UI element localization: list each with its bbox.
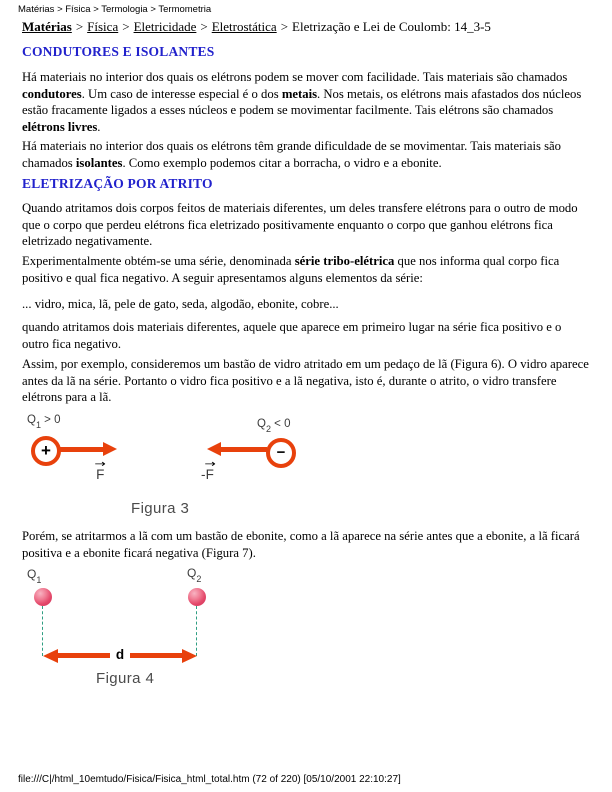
charge-q2-label — [187, 566, 202, 585]
breadcrumb-link-materias[interactable]: Matérias — [22, 19, 72, 34]
arrow-shaft — [58, 653, 110, 658]
breadcrumb-separator: > — [75, 19, 84, 34]
negative-charge-circle — [266, 438, 296, 468]
text-run: . Nos metais, os elétrons mais afastados dos núcleos estão fracamente ligados a esses núcleos e podem se movimentar facilmente. Tais elétrons são chamados — [22, 86, 582, 118]
subscript: 2 — [265, 424, 271, 435]
paragraph-vidro-la — [22, 356, 589, 406]
subscript: 1 — [36, 575, 42, 586]
paragraph-condutores — [22, 69, 589, 135]
page-footer: file:///C|/html_10emtudo/Fisica/Fisica_html_total.htm (72 of 220) [05/10/2001 22:10:27] — [18, 774, 401, 785]
text-run: . — [97, 119, 101, 134]
vector-arrow-icon: → — [94, 459, 106, 470]
text-run-bold: isolantes — [75, 155, 123, 170]
paragraph-serie-elementos — [22, 296, 589, 313]
text-run-bold: metais — [281, 86, 318, 101]
text-run: Q — [27, 414, 36, 426]
text-run: Há materiais no interior dos quais os elétrons podem se mover com facilidade. Tais materiais são chamados — [22, 70, 568, 84]
paragraph-ebonite — [22, 528, 589, 561]
plus-icon: + — [41, 441, 51, 460]
force-symbol: F — [205, 467, 214, 482]
negative-force-vector-label — [201, 461, 214, 481]
text-run: Q — [257, 418, 266, 430]
breadcrumb-separator: > — [122, 19, 130, 34]
text-run: quando atritamos dois materiais diferentes, aquele que aparece em primeiro lugar na série fica positivo e o outro fica negativo. — [22, 320, 562, 351]
text-run: Q — [27, 567, 37, 581]
charge-q1-label — [27, 414, 61, 431]
arrow-shaft — [130, 653, 182, 658]
vector-arrow-icon: → — [204, 459, 216, 470]
breadcrumb-separator: > — [280, 19, 289, 34]
force-arrow-right-head — [103, 442, 117, 456]
breadcrumb-link-eletrostatica[interactable]: Eletrostática — [211, 19, 277, 34]
positive-charge-circle — [31, 436, 61, 466]
figure-4-caption: Figura 4 — [96, 670, 155, 687]
breadcrumb-current: Eletrização e Lei de Coulomb: 14_3-5 — [292, 19, 491, 34]
text-run: Quando atritamos dois corpos feitos de materiais diferentes, um deles transfere elétrons para o outro de modo que o corpo que perdeu elétrons fica eletrizado positivamente enquanto o corpo que ganhou elétrons fica eletrizado negativamente. — [22, 201, 578, 249]
text-run: < 0 — [270, 418, 291, 430]
minus-prefix: - — [201, 467, 206, 482]
minus-icon: − — [276, 444, 286, 461]
charge-ball-q2 — [188, 588, 206, 606]
section-heading-eletrizacao: ELETRIZAÇÃO POR ATRITO — [22, 176, 213, 191]
paragraph-isolantes — [22, 138, 589, 171]
paragraph-serie — [22, 253, 589, 286]
arrowhead-right-icon — [182, 649, 197, 663]
text-run-bold: condutores — [22, 86, 82, 101]
breadcrumb-link-eletricidade[interactable]: Eletricidade — [133, 19, 197, 34]
figure-3-caption: Figura 3 — [131, 500, 190, 517]
subscript: 1 — [35, 420, 41, 431]
text-run: Q — [187, 566, 197, 580]
distance-arrow — [43, 648, 197, 663]
breadcrumb-link-fisica[interactable]: Física — [87, 19, 119, 34]
charge-q1-label — [27, 567, 42, 586]
text-run: que nos informa qual corpo fica positivo e qual fica negativo. A seguir apresentamos alguns elementos da série: — [22, 254, 560, 285]
text-run: . Como exemplo podemos citar a borracha, o vidro e a ebonite. — [122, 155, 442, 170]
text-run-bold: elétrons livres — [22, 119, 98, 134]
force-symbol: F — [96, 467, 105, 482]
paragraph-atrito — [22, 200, 589, 250]
text-run-bold: série tribo-elétrica — [294, 254, 395, 268]
paragraph-regra-serie — [22, 319, 589, 352]
subscript: 2 — [196, 574, 202, 585]
text-run: Há materiais no interior dos quais os elétrons têm grande dificuldade de se movimentar. Tais materiais são chamados — [22, 139, 562, 170]
force-arrow-right-shaft — [58, 447, 104, 452]
charge-ball-q1 — [34, 588, 52, 606]
text-run: Porém, se atritarmos a lã com um bastão de ebonite, como a lã aparece na série antes que a ebonite, a lã ficará positiva e a ebonite ficará negativa (Figura 7). — [22, 529, 580, 560]
section-heading-condutores: CONDUTORES E ISOLANTES — [22, 44, 215, 59]
charge-q2-label — [257, 418, 291, 435]
arrowhead-left-icon — [43, 649, 58, 663]
distance-label: d — [115, 647, 125, 662]
text-run: ... vidro, mica, lã, pele de gato, seda, algodão, ebonite, cobre... — [22, 297, 339, 311]
breadcrumb-separator: > — [200, 19, 208, 34]
breadcrumb — [22, 19, 491, 35]
force-arrow-left-head — [207, 442, 221, 456]
text-run: Experimentalmente obtém-se uma série, denominada — [22, 254, 295, 268]
running-header: Matérias > Física > Termologia > Termometria — [18, 4, 212, 15]
text-run: > 0 — [40, 414, 61, 426]
text-run: Assim, por exemplo, consideremos um bastão de vidro atritado em um pedaço de lã (Figura 6). O vidro aparece antes da lã na série. Portanto o vidro fica positivo e a lã negativa, isto é, durante o atrito, o vidro transfere elétrons para a lã. — [22, 357, 589, 405]
force-vector-label — [96, 461, 104, 481]
text-run: . Um caso de interesse especial é o dos — [81, 86, 282, 101]
force-arrow-left-shaft — [221, 447, 267, 452]
